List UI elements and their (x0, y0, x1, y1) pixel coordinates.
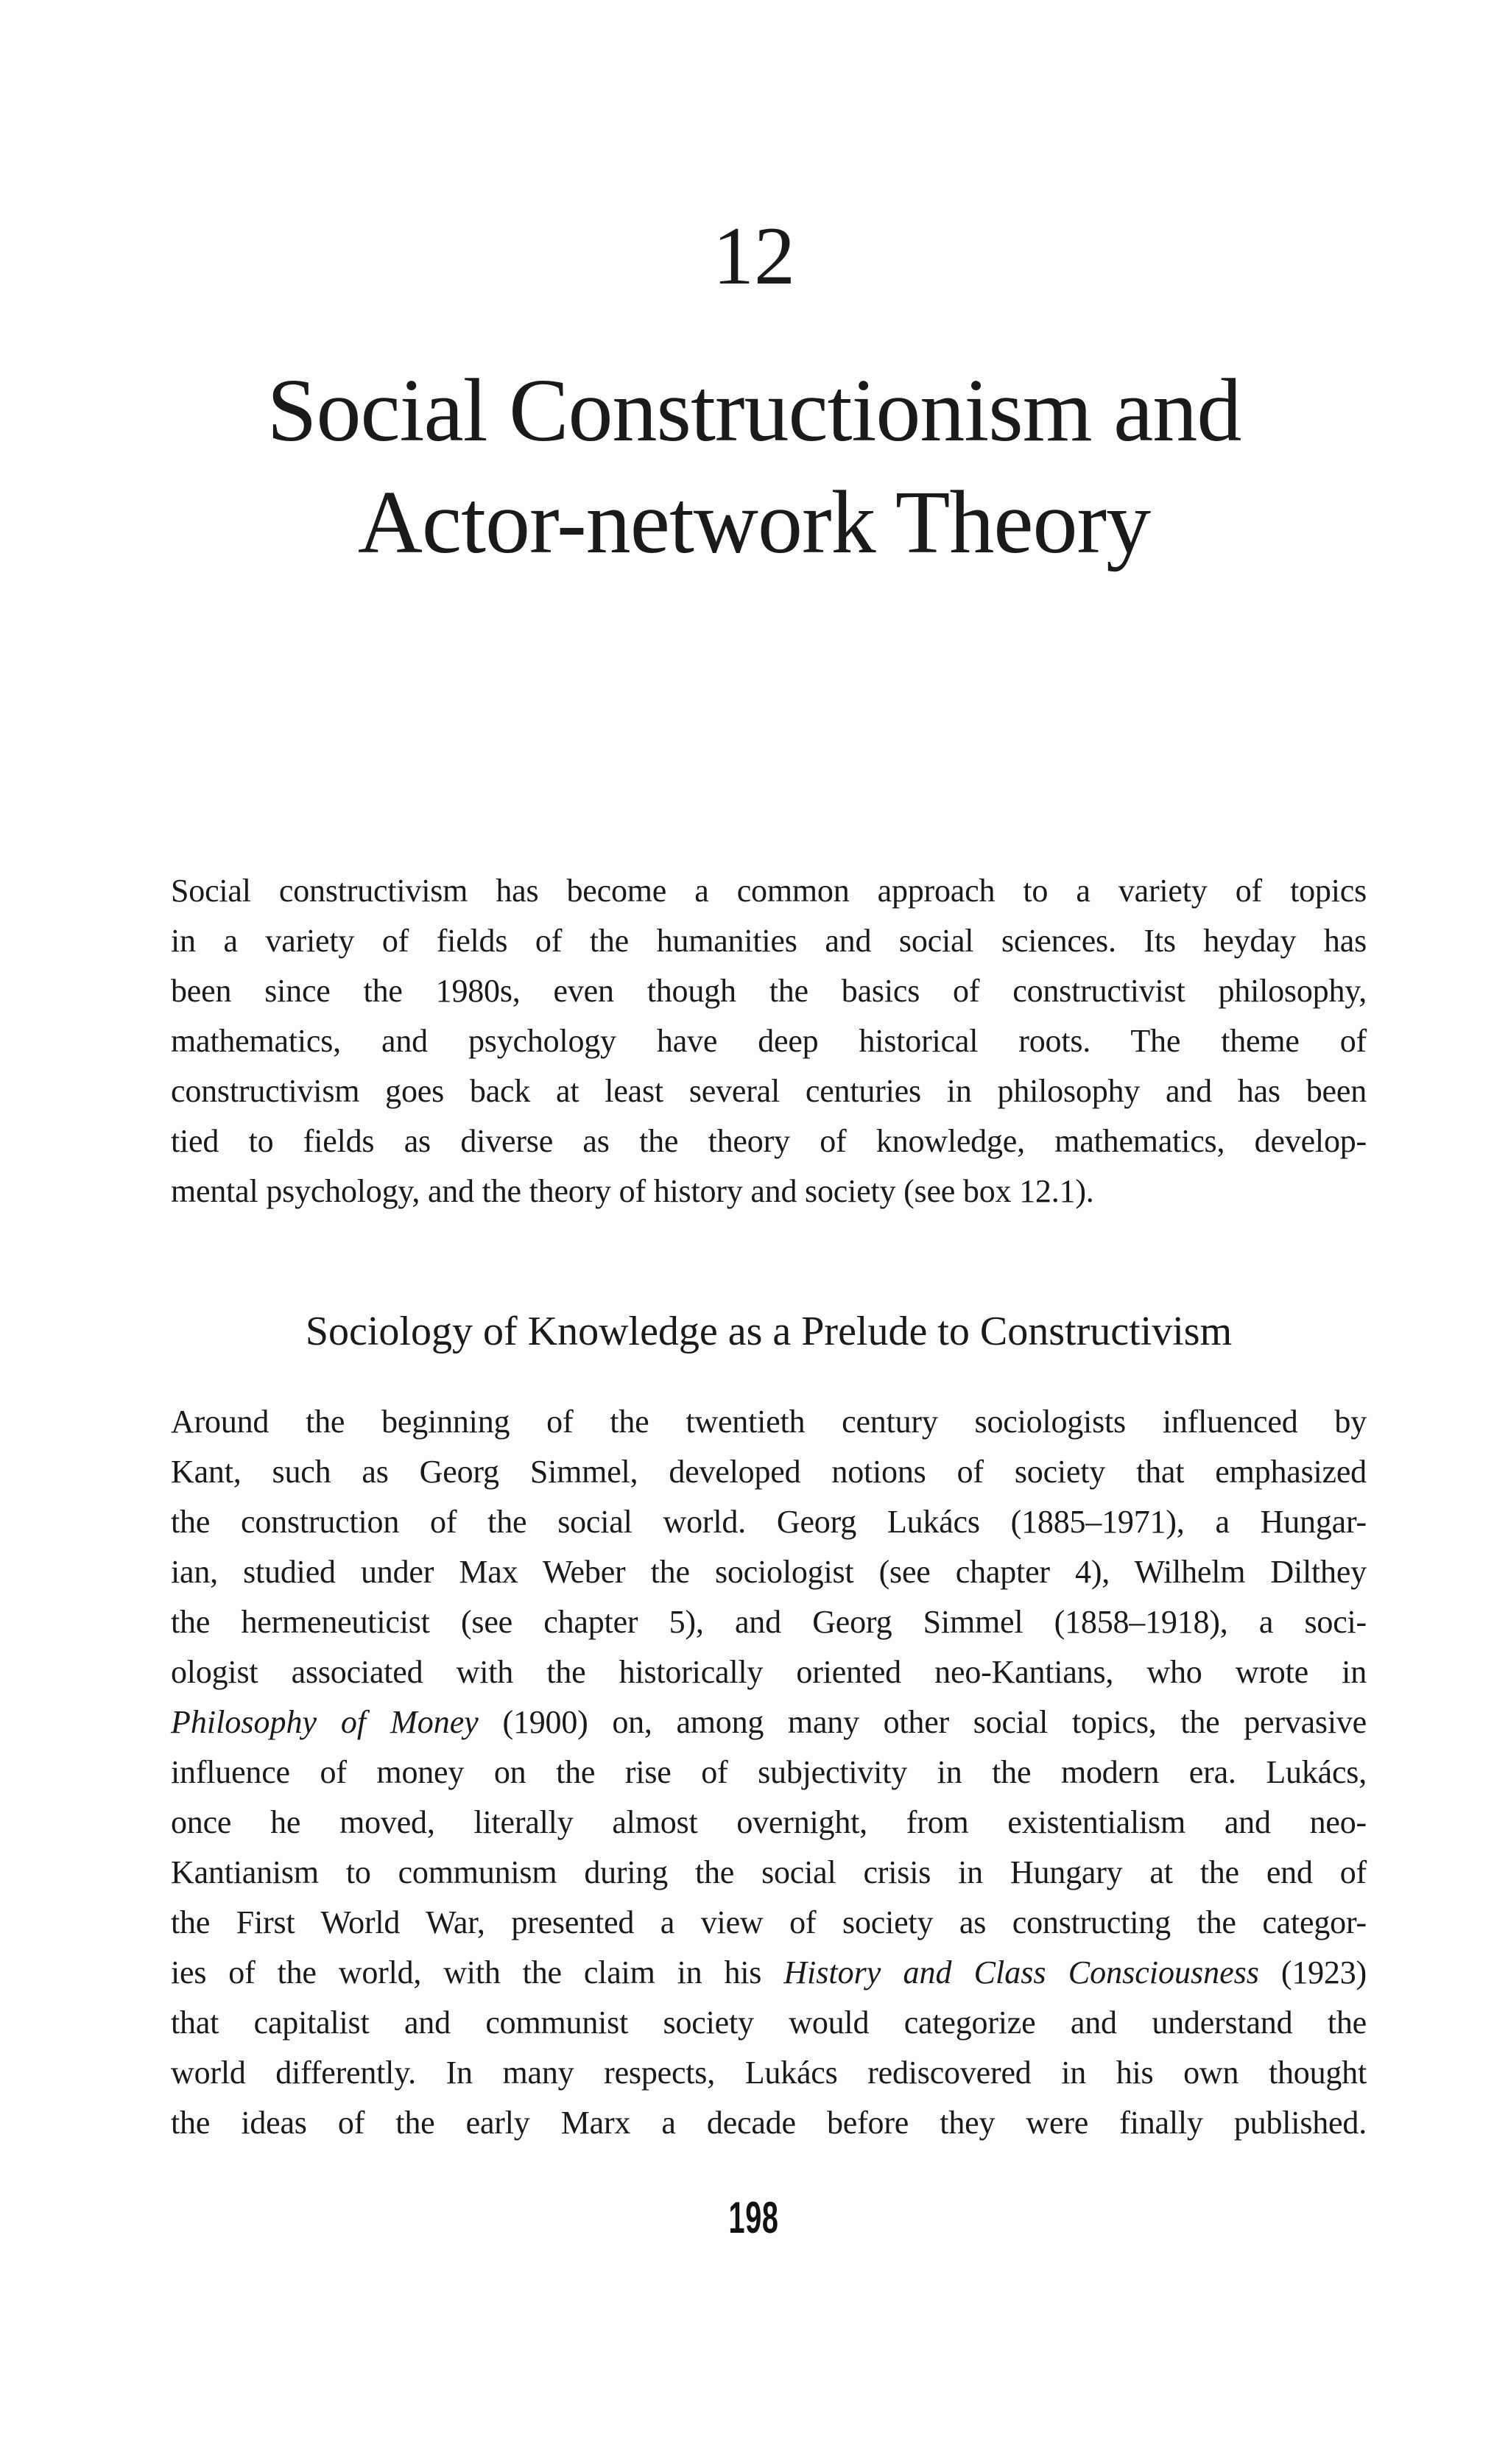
page-footer (0, 2193, 1508, 2242)
text-run: in a variety of fields of the humanities and social sciences. Its heyday has (171, 923, 1367, 959)
text-line (171, 916, 1367, 966)
text-run: ies of the world, with the claim in his (171, 1954, 784, 1990)
text-run: Around the beginning of the twentieth century sociologists influenced by (171, 1404, 1367, 1440)
text-run: once he moved, literally almost overnight, from existentialism and neo- (171, 1804, 1367, 1840)
text-run: mathematics, and psychology have deep historical roots. The theme of (171, 1023, 1367, 1059)
text-run: the hermeneuticist (see chapter 5), and Georg Simmel (1858–1918), a soci- (171, 1604, 1367, 1640)
text-run: the construction of the social world. Georg Lukács (1885–1971), a Hungar- (171, 1504, 1367, 1540)
text-run: ian, studied under Max Weber the sociologist (see chapter 4), Wilhelm Dilthey (171, 1554, 1367, 1590)
text-run: Kant, such as Georg Simmel, developed notions of society that emphasized (171, 1454, 1367, 1490)
text-line (171, 1747, 1367, 1798)
text-line (171, 1547, 1367, 1597)
text-line (171, 2048, 1367, 2098)
text-line (171, 1948, 1367, 1998)
text-line (171, 1116, 1367, 1166)
italic-text-run: History and Class Consciousness (783, 1954, 1259, 1990)
text-run: tied to fields as diverse as the theory of knowledge, mathematics, develop- (171, 1123, 1367, 1159)
text-line (171, 1166, 1367, 1217)
text-run: that capitalist and communist society would categorize and understand the (171, 2004, 1367, 2041)
text-line (171, 1016, 1367, 1066)
text-run: the First World War, presented a view of society as constructing the categor- (171, 1904, 1367, 1940)
text-run: Kantianism to communism during the social crisis in Hungary at the end of (171, 1854, 1367, 1890)
text-line (171, 1397, 1367, 1447)
text-run: mental psychology, and the theory of history and society (see box 12.1). (171, 1173, 1094, 1209)
text-line (171, 1647, 1367, 1697)
intro-paragraph (171, 866, 1367, 1217)
text-line (171, 1697, 1367, 1747)
chapter-title-line-2: Actor-network Theory (357, 473, 1151, 572)
chapter-title-line-1: Social Constructionism and (267, 361, 1241, 460)
text-run: constructivism goes back at least several centuries in philosophy and has been (171, 1073, 1367, 1109)
chapter-number: 12 (713, 211, 795, 302)
text-run: the ideas of the early Marx a decade before they were finally published. (171, 2105, 1367, 2141)
text-run: influence of money on the rise of subjectivity in the modern era. Lukács, (171, 1754, 1367, 1790)
italic-text-run: Philosophy of Money (171, 1704, 479, 1740)
text-line (171, 1998, 1367, 2048)
text-line (171, 1497, 1367, 1547)
page-number: 198 (728, 2193, 780, 2242)
text-line (171, 1597, 1367, 1647)
text-line (171, 1447, 1367, 1497)
section-paragraph (171, 1397, 1367, 2148)
text-line (171, 866, 1367, 916)
section-heading: Sociology of Knowledge as a Prelude to Constructivism (305, 1309, 1233, 1354)
text-run: world differently. In many respects, Lukács rediscovered in his own thought (171, 2055, 1367, 2091)
text-line (171, 2098, 1367, 2148)
text-line (171, 1898, 1367, 1948)
text-line (171, 1066, 1367, 1116)
text-line (171, 966, 1367, 1016)
text-line (171, 1848, 1367, 1898)
text-run: ologist associated with the historically oriented neo-Kantians, who wrote in (171, 1654, 1367, 1690)
text-line (171, 1798, 1367, 1848)
text-run: (1923) (1258, 1954, 1367, 1990)
text-run: been since the 1980s, even though the basics of constructivist philosophy, (171, 973, 1367, 1009)
text-run: (1900) on, among many other social topics, the pervasive (478, 1704, 1367, 1740)
chapter-title (0, 355, 1508, 579)
text-run: Social constructivism has become a common approach to a variety of topics (171, 873, 1367, 909)
